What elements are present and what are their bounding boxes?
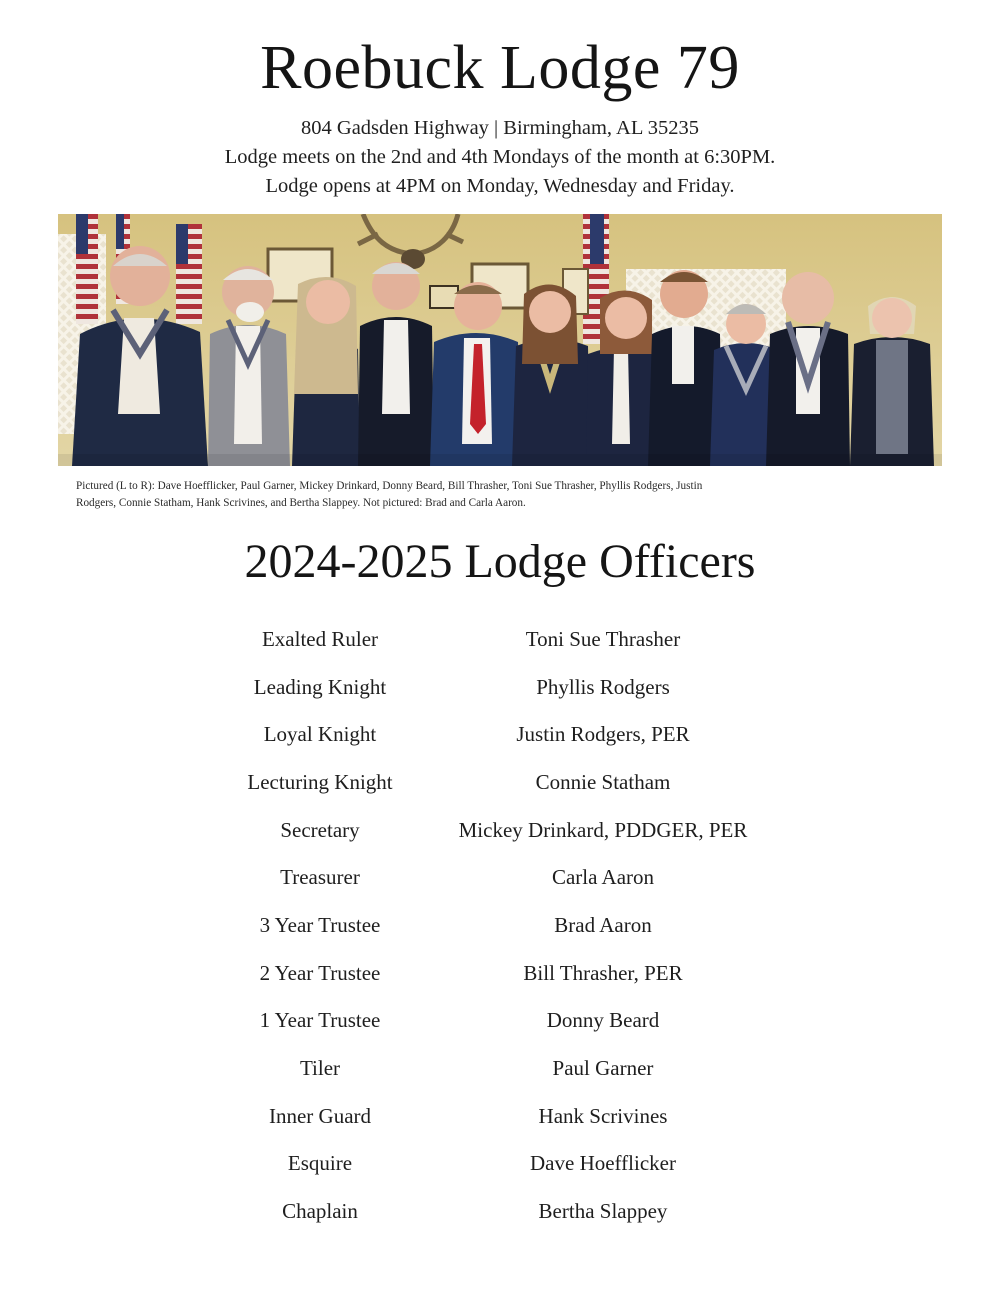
address-line: 804 Gadsden Highway | Birmingham, AL 35235 (301, 117, 699, 139)
officer-row (0, 956, 1000, 1004)
officer-name: Donny Beard (546, 1008, 660, 1033)
meeting-schedule: Lodge meets on the 2nd and 4th Mondays of the month at 6:30PM. (224, 146, 776, 168)
officer-row (0, 717, 1000, 765)
officers-heading: 2024-2025 Lodge Officers (244, 535, 756, 588)
officer-row (0, 1194, 1000, 1242)
officer-role: Loyal Knight (263, 722, 377, 747)
lodge-info (0, 114, 1000, 201)
officer-name: Phyllis Rodgers (536, 674, 670, 699)
group-photo-illustration (58, 214, 942, 466)
officer-row (0, 622, 1000, 670)
officer-name: Hank Scrivines (538, 1103, 668, 1128)
officer-row (0, 670, 1000, 718)
officer-role: Lecturing Knight (247, 769, 393, 794)
officer-name: Dave Hoefflicker (530, 1151, 676, 1176)
officer-role: 1 Year Trustee (259, 1008, 381, 1033)
officer-name: Paul Garner (552, 1055, 654, 1080)
opening-hours: Lodge opens at 4PM on Monday, Wednesday and Friday. (265, 175, 735, 197)
officer-role: Secretary (280, 817, 360, 842)
officer-name: Carla Aaron (551, 865, 655, 890)
officer-name: Toni Sue Thrasher (525, 627, 681, 651)
officer-row (0, 1003, 1000, 1051)
officer-name: Brad Aaron (554, 912, 652, 937)
officer-role: Inner Guard (268, 1103, 372, 1128)
officer-row (0, 1099, 1000, 1147)
officer-row (0, 860, 1000, 908)
officer-row (0, 813, 1000, 861)
officer-name: Mickey Drinkard, PDDGER, PER (458, 817, 748, 842)
officer-name: Justin Rodgers, PER (516, 722, 690, 747)
officer-row (0, 765, 1000, 813)
officer-row (0, 1051, 1000, 1099)
officer-role: Chaplain (282, 1198, 358, 1223)
officer-name: Bertha Slappey (538, 1198, 668, 1223)
officer-role: Exalted Ruler (261, 627, 379, 651)
caption-line-1: Pictured (L to R): Dave Hoefflicker, Paul Garner, Mickey Drinkard, Donny Beard, Bill Thrasher, Toni Sue Thrasher, Phyllis Rodgers, Justin (76, 480, 703, 492)
officers-list (0, 622, 1000, 1242)
officer-role: Treasurer (280, 865, 360, 890)
officer-row (0, 908, 1000, 956)
caption-line-2: Rodgers, Connie Statham, Hank Scrivines, and Bertha Slappey. Not pictured: Brad and Carla Aaron. (76, 497, 526, 509)
officer-role: Tiler (299, 1055, 341, 1080)
group-photo (58, 214, 942, 466)
officer-row (0, 1146, 1000, 1194)
page-title: Roebuck Lodge 79 (260, 34, 740, 102)
photo-caption (76, 478, 926, 512)
officer-role: 2 Year Trustee (259, 960, 381, 985)
officer-role: Esquire (287, 1151, 353, 1176)
officer-role: Leading Knight (253, 674, 387, 699)
officer-role: 3 Year Trustee (259, 912, 381, 937)
officer-name: Connie Statham (535, 769, 671, 794)
officer-name: Bill Thrasher, PER (523, 960, 683, 985)
